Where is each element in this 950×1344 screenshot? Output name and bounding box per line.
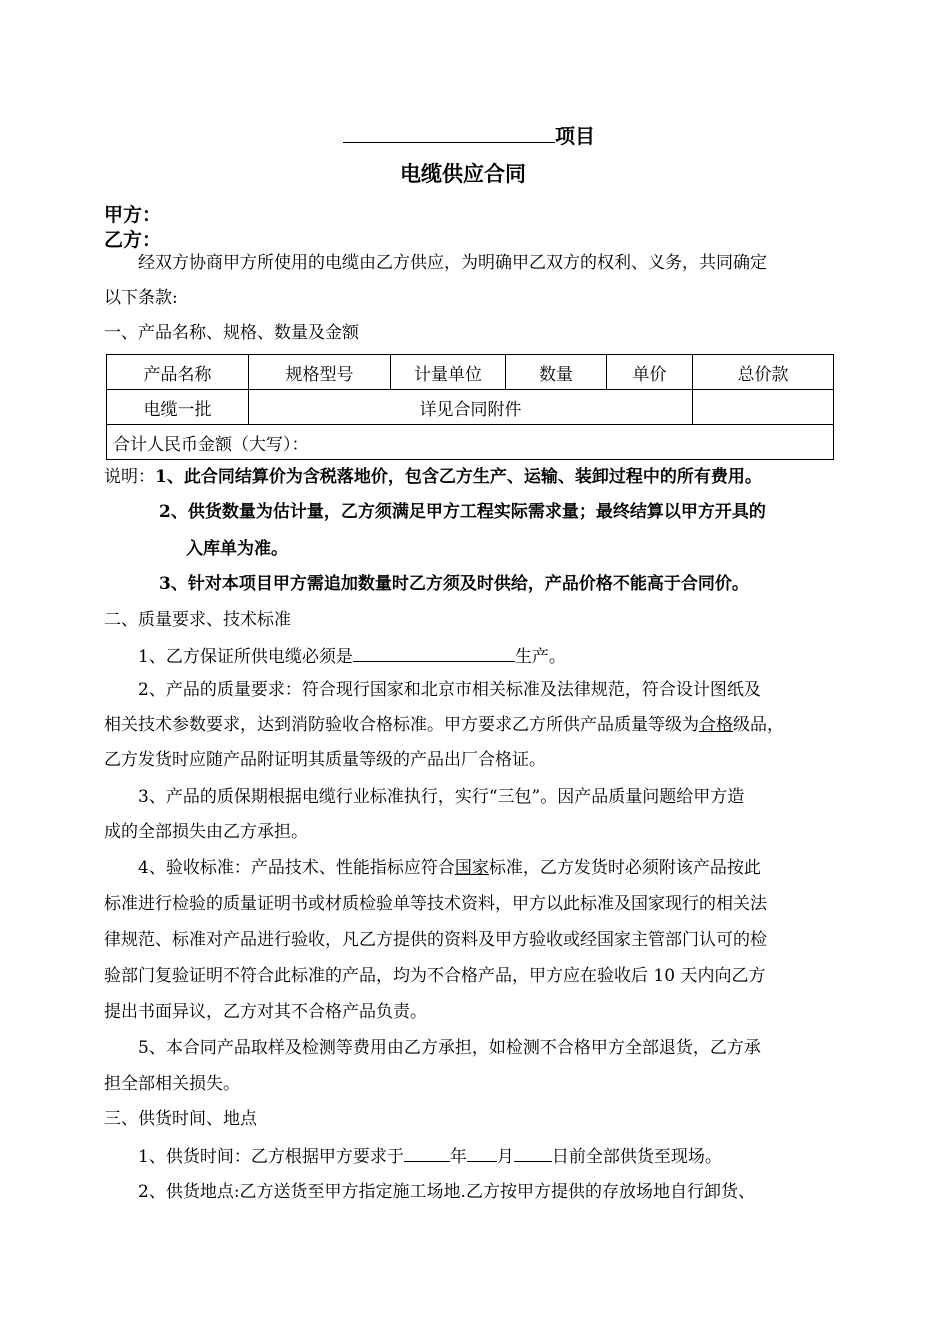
section-2-item-3-line-1: 3、产品的质保期根据电缆行业标准执行，实行“三包”。因产品质量问题给甲方造	[138, 787, 745, 807]
section-2-item-2-line-3: 乙方发货时应随产品附证明其质量等级的产品出厂合格证。	[104, 750, 546, 770]
col-header-quantity: 数量	[506, 355, 607, 390]
note-2-line-1: 2、供货数量为估计量，乙方须满足甲方工程实际需求量；最终结算以甲方开具的	[159, 502, 766, 522]
product-table	[106, 354, 834, 460]
section-2-item-5-line-2: 担全部相关损失。	[104, 1074, 240, 1094]
product-total-cell	[693, 390, 834, 425]
quality-grade-value: 合格	[699, 715, 733, 735]
table-header-row	[107, 355, 834, 390]
col-header-spec: 规格型号	[249, 355, 391, 390]
table-sum-row	[107, 425, 834, 460]
month-blank	[467, 1143, 497, 1162]
party-b-label: 乙方：	[104, 229, 162, 251]
section-2-item-1	[138, 643, 566, 669]
sum-amount-cell: 合计人民币金额（大写）：	[107, 425, 834, 460]
section-2-item-2-line-1: 2、产品的质量要求：符合现行国家和北京市相关标准及法律规范，符合设计图纸及	[138, 680, 761, 700]
col-header-price: 单价	[607, 355, 693, 390]
year-blank	[404, 1143, 450, 1162]
item-1-suffix: 生产。	[514, 647, 566, 667]
supply-time-end: 日前全部供货至现场。	[551, 1147, 722, 1167]
section-3-item-1	[138, 1143, 722, 1169]
product-name-cell: 电缆一批	[107, 390, 249, 425]
manufacturer-blank	[353, 643, 515, 662]
section-2-item-4-line-1	[138, 856, 761, 880]
standard-level-value: 国家	[454, 858, 489, 878]
item-1-prefix: 1、乙方保证所供电缆必须是	[138, 647, 353, 667]
section-2-heading: 二、质量要求、技术标准	[104, 610, 291, 630]
intro-line-1: 经双方协商甲方所使用的电缆由乙方供应，为明确甲乙双方的权利、义务，共同确定	[138, 253, 767, 273]
project-title-line	[343, 124, 595, 148]
section-2-item-4-line-2: 标准进行检验的质量证明书或材质检验单等技术资料，甲方以此标准及国家现行的相关法	[104, 894, 767, 914]
year-label: 年	[449, 1147, 467, 1167]
project-suffix: 项目	[555, 124, 595, 148]
month-label: 月	[496, 1147, 514, 1167]
item-4-text-end: 标准，乙方发货时必须附该产品按此	[488, 858, 761, 878]
party-a-label: 甲方：	[104, 204, 162, 226]
col-header-unit: 计量单位	[391, 355, 506, 390]
section-2-item-2-line-2	[104, 713, 784, 737]
item-2-text-end: 级品，	[733, 715, 784, 735]
table-row	[107, 390, 834, 425]
col-header-name: 产品名称	[107, 355, 249, 390]
product-detail-cell: 详见合同附件	[249, 390, 693, 425]
note-block-1	[104, 465, 762, 489]
section-2-item-4-line-3: 律规范、标准对产品进行验收，凡乙方提供的资料及甲方验收或经国家主管部门认可的检	[104, 930, 767, 950]
note-label: 说明：	[104, 467, 155, 487]
document-title: 电缆供应合同	[400, 161, 526, 186]
col-header-total: 总价款	[693, 355, 834, 390]
supply-time-text: 1、供货时间：乙方根据甲方要求于	[138, 1147, 404, 1167]
note-2-line-2: 入库单为准。	[186, 539, 288, 559]
project-name-blank	[343, 124, 555, 143]
note-1: 1、此合同结算价为含税落地价，包含乙方生产、运输、装卸过程中的所有费用。	[155, 467, 762, 487]
section-2-item-4-line-4: 验部门复验证明不符合此标准的产品，均为不合格产品，甲方应在验收后 10 天内向乙方	[104, 966, 766, 986]
day-blank	[514, 1143, 552, 1162]
section-2-item-4-line-5: 提出书面异议，乙方对其不合格产品负责。	[104, 1002, 427, 1022]
note-3: 3、针对本项目甲方需追加数量时乙方须及时供给，产品价格不能高于合同价。	[159, 574, 749, 594]
section-2-item-5-line-1: 5、本合同产品取样及检测等费用由乙方承担，如检测不合格甲方全部退货，乙方承	[138, 1038, 761, 1058]
section-3-heading: 三、供货时间、地点	[104, 1109, 257, 1129]
section-1-heading: 一、产品名称、规格、数量及金额	[104, 323, 359, 343]
section-2-item-3-line-2: 成的全部损失由乙方承担。	[104, 822, 308, 842]
section-3-item-2: 2、供货地点:乙方送货至甲方指定施工场地.乙方按甲方提供的存放场地自行卸货、	[138, 1182, 755, 1202]
intro-line-2: 以下条款:	[104, 288, 178, 308]
item-2-text: 相关技术参数要求，达到消防验收合格标准。甲方要求乙方所供产品质量等级为	[104, 715, 699, 735]
item-4-text: 4、验收标准：产品技术、性能指标应符合	[138, 858, 455, 878]
